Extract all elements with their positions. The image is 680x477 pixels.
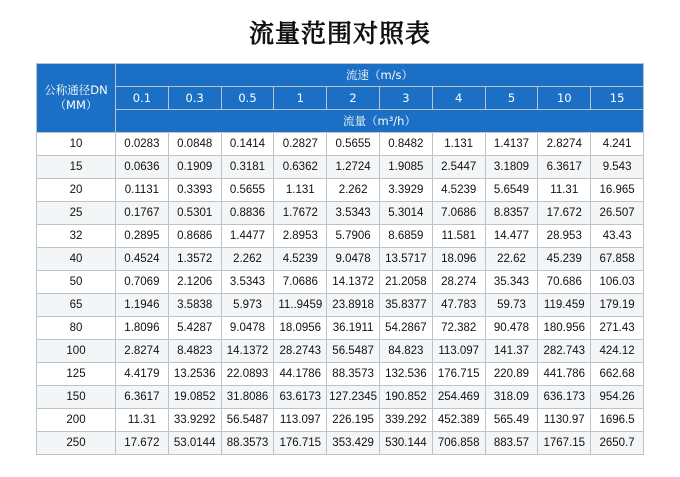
row-flow-value: 33.9292: [168, 409, 221, 432]
row-flow-value: 1.3572: [168, 248, 221, 271]
header-speed: 流速（m/s）: [116, 64, 644, 87]
row-dn-value: 65: [37, 294, 116, 317]
row-flow-value: 88.3573: [327, 363, 380, 386]
table-row: [37, 363, 644, 386]
row-flow-value: 1767.15: [538, 432, 591, 455]
table-body: [37, 133, 644, 455]
row-flow-value: 6.3617: [116, 386, 169, 409]
row-flow-value: 18.0956: [274, 317, 327, 340]
table-row: [37, 271, 644, 294]
row-dn-value: 40: [37, 248, 116, 271]
row-flow-value: 220.89: [485, 363, 538, 386]
row-flow-value: 7.0686: [274, 271, 327, 294]
row-flow-value: 0.5301: [168, 202, 221, 225]
row-flow-value: 45.239: [538, 248, 591, 271]
row-flow-value: 9.0478: [327, 248, 380, 271]
row-dn-value: 25: [37, 202, 116, 225]
row-dn-value: 10: [37, 133, 116, 156]
row-flow-value: 1.131: [432, 133, 485, 156]
row-flow-value: 0.0848: [168, 133, 221, 156]
table-row: [37, 340, 644, 363]
row-flow-value: 21.2058: [379, 271, 432, 294]
row-flow-value: 31.8086: [221, 386, 274, 409]
header-dn-line1: 公称通径DN: [44, 83, 108, 97]
row-flow-value: 1.4477: [221, 225, 274, 248]
row-flow-value: 282.743: [538, 340, 591, 363]
row-flow-value: 3.5838: [168, 294, 221, 317]
row-flow-value: 11.31: [538, 179, 591, 202]
header-speed-8: 10: [538, 87, 591, 110]
row-flow-value: 1.4137: [485, 133, 538, 156]
row-flow-value: 127.2345: [327, 386, 380, 409]
row-flow-value: 9.0478: [221, 317, 274, 340]
header-speed-7: 5: [485, 87, 538, 110]
row-flow-value: 190.852: [379, 386, 432, 409]
row-flow-value: 72.382: [432, 317, 485, 340]
table-row: [37, 156, 644, 179]
row-flow-value: 0.0283: [116, 133, 169, 156]
row-flow-value: 452.389: [432, 409, 485, 432]
table-row: [37, 202, 644, 225]
row-flow-value: 13.5717: [379, 248, 432, 271]
row-flow-value: 2.262: [221, 248, 274, 271]
row-flow-value: 22.0893: [221, 363, 274, 386]
row-flow-value: 176.715: [274, 432, 327, 455]
row-flow-value: 339.292: [379, 409, 432, 432]
row-flow-value: 13.2536: [168, 363, 221, 386]
row-dn-value: 80: [37, 317, 116, 340]
header-dn: [37, 64, 116, 133]
row-flow-value: 44.1786: [274, 363, 327, 386]
row-flow-value: 565.49: [485, 409, 538, 432]
row-flow-value: 26.507: [591, 202, 644, 225]
row-flow-value: 0.3393: [168, 179, 221, 202]
row-flow-value: 0.3181: [221, 156, 274, 179]
row-flow-value: 132.536: [379, 363, 432, 386]
header-speed-1: 0.3: [168, 87, 221, 110]
row-flow-value: 43.43: [591, 225, 644, 248]
row-flow-value: 0.7069: [116, 271, 169, 294]
row-flow-value: 0.5655: [221, 179, 274, 202]
row-flow-value: 424.12: [591, 340, 644, 363]
row-flow-value: 2.262: [327, 179, 380, 202]
table-row: [37, 133, 644, 156]
row-flow-value: 0.1131: [116, 179, 169, 202]
row-flow-value: 35.343: [485, 271, 538, 294]
row-flow-value: 4.241: [591, 133, 644, 156]
header-speed-3: 1: [274, 87, 327, 110]
row-flow-value: 23.8918: [327, 294, 380, 317]
row-flow-value: 5.7906: [327, 225, 380, 248]
table-row: [37, 225, 644, 248]
row-flow-value: 16.965: [591, 179, 644, 202]
row-flow-value: 0.0636: [116, 156, 169, 179]
row-flow-value: 0.8482: [379, 133, 432, 156]
row-flow-value: 36.1911: [327, 317, 380, 340]
row-flow-value: 3.1809: [485, 156, 538, 179]
row-flow-value: 119.459: [538, 294, 591, 317]
row-flow-value: 179.19: [591, 294, 644, 317]
row-flow-value: 271.43: [591, 317, 644, 340]
row-flow-value: 0.2895: [116, 225, 169, 248]
row-flow-value: 180.956: [538, 317, 591, 340]
row-flow-value: 0.6362: [274, 156, 327, 179]
row-flow-value: 5.6549: [485, 179, 538, 202]
row-flow-value: 141.37: [485, 340, 538, 363]
row-flow-value: 2.8274: [538, 133, 591, 156]
row-dn-value: 15: [37, 156, 116, 179]
row-flow-value: 1.1946: [116, 294, 169, 317]
table-row: [37, 317, 644, 340]
row-flow-value: 636.173: [538, 386, 591, 409]
row-flow-value: 9.543: [591, 156, 644, 179]
row-flow-value: 113.097: [432, 340, 485, 363]
page-title: 流量范围对照表: [248, 19, 431, 48]
row-flow-value: 530.144: [379, 432, 432, 455]
header-row-speed-values: [37, 87, 644, 110]
header-speed-9: 15: [591, 87, 644, 110]
table-row: [37, 179, 644, 202]
row-dn-value: 200: [37, 409, 116, 432]
row-flow-value: 0.8686: [168, 225, 221, 248]
row-flow-value: 0.4524: [116, 248, 169, 271]
row-dn-value: 150: [37, 386, 116, 409]
header-speed-4: 2: [327, 87, 380, 110]
table-row: [37, 432, 644, 455]
row-flow-value: 6.3617: [538, 156, 591, 179]
row-flow-value: 1.9085: [379, 156, 432, 179]
row-flow-value: 8.8357: [485, 202, 538, 225]
row-flow-value: 14.1372: [327, 271, 380, 294]
row-flow-value: 14.477: [485, 225, 538, 248]
header-flow: 流量（m³/h）: [116, 110, 644, 133]
row-flow-value: 883.57: [485, 432, 538, 455]
header-speed-5: 3: [379, 87, 432, 110]
row-flow-value: 67.858: [591, 248, 644, 271]
row-flow-value: 53.0144: [168, 432, 221, 455]
row-flow-value: 28.2743: [274, 340, 327, 363]
row-flow-value: 4.4179: [116, 363, 169, 386]
header-dn-line2: （MM）: [54, 98, 98, 112]
row-dn-value: 100: [37, 340, 116, 363]
row-flow-value: 441.786: [538, 363, 591, 386]
row-flow-value: 3.5343: [327, 202, 380, 225]
row-flow-value: 1.7672: [274, 202, 327, 225]
row-flow-value: 1.131: [274, 179, 327, 202]
row-flow-value: 56.5487: [327, 340, 380, 363]
row-flow-value: 0.5655: [327, 133, 380, 156]
row-flow-value: 0.1414: [221, 133, 274, 156]
table-row: [37, 386, 644, 409]
row-flow-value: 4.5239: [432, 179, 485, 202]
header-row-speed: [37, 64, 644, 87]
row-flow-value: 11..9459: [274, 294, 327, 317]
row-flow-value: 19.0852: [168, 386, 221, 409]
table-row: [37, 409, 644, 432]
row-flow-value: 106.03: [591, 271, 644, 294]
row-dn-value: 125: [37, 363, 116, 386]
flow-range-table: [36, 63, 644, 455]
row-flow-value: 254.469: [432, 386, 485, 409]
row-flow-value: 5.973: [221, 294, 274, 317]
table-row: [37, 248, 644, 271]
row-flow-value: 3.3929: [379, 179, 432, 202]
row-flow-value: 662.68: [591, 363, 644, 386]
row-flow-value: 54.2867: [379, 317, 432, 340]
table-row: [37, 294, 644, 317]
row-flow-value: 35.8377: [379, 294, 432, 317]
row-flow-value: 3.5343: [221, 271, 274, 294]
header-row-flow: [37, 110, 644, 133]
row-flow-value: 2.5447: [432, 156, 485, 179]
row-flow-value: 70.686: [538, 271, 591, 294]
row-dn-value: 32: [37, 225, 116, 248]
row-flow-value: 56.5487: [221, 409, 274, 432]
row-flow-value: 4.5239: [274, 248, 327, 271]
row-flow-value: 954.26: [591, 386, 644, 409]
row-flow-value: 0.1909: [168, 156, 221, 179]
header-speed-6: 4: [432, 87, 485, 110]
row-flow-value: 7.0686: [432, 202, 485, 225]
row-flow-value: 84.823: [379, 340, 432, 363]
row-flow-value: 2.1206: [168, 271, 221, 294]
header-speed-2: 0.5: [221, 87, 274, 110]
row-flow-value: 0.8836: [221, 202, 274, 225]
row-flow-value: 176.715: [432, 363, 485, 386]
row-flow-value: 1.2724: [327, 156, 380, 179]
row-flow-value: 18.096: [432, 248, 485, 271]
row-flow-value: 1.8096: [116, 317, 169, 340]
row-flow-value: 11.31: [116, 409, 169, 432]
row-flow-value: 17.672: [116, 432, 169, 455]
row-flow-value: 353.429: [327, 432, 380, 455]
row-flow-value: 14.1372: [221, 340, 274, 363]
row-flow-value: 5.3014: [379, 202, 432, 225]
row-flow-value: 2.8953: [274, 225, 327, 248]
row-dn-value: 20: [37, 179, 116, 202]
row-flow-value: 28.953: [538, 225, 591, 248]
row-flow-value: 17.672: [538, 202, 591, 225]
row-flow-value: 8.4823: [168, 340, 221, 363]
row-flow-value: 0.1767: [116, 202, 169, 225]
row-flow-value: 0.2827: [274, 133, 327, 156]
row-dn-value: 50: [37, 271, 116, 294]
row-flow-value: 2.8274: [116, 340, 169, 363]
row-flow-value: 22.62: [485, 248, 538, 271]
table-header: [37, 64, 644, 133]
row-flow-value: 11.581: [432, 225, 485, 248]
row-flow-value: 8.6859: [379, 225, 432, 248]
row-flow-value: 1696.5: [591, 409, 644, 432]
row-flow-value: 113.097: [274, 409, 327, 432]
row-flow-value: 59.73: [485, 294, 538, 317]
row-flow-value: 1130.97: [538, 409, 591, 432]
row-flow-value: 5.4287: [168, 317, 221, 340]
row-flow-value: 706.858: [432, 432, 485, 455]
row-flow-value: 226.195: [327, 409, 380, 432]
row-flow-value: 318.09: [485, 386, 538, 409]
row-flow-value: 90.478: [485, 317, 538, 340]
header-speed-0: 0.1: [116, 87, 169, 110]
row-flow-value: 2650.7: [591, 432, 644, 455]
table-container: [0, 63, 680, 455]
row-flow-value: 28.274: [432, 271, 485, 294]
row-flow-value: 63.6173: [274, 386, 327, 409]
row-dn-value: 250: [37, 432, 116, 455]
row-flow-value: 47.783: [432, 294, 485, 317]
row-flow-value: 88.3573: [221, 432, 274, 455]
